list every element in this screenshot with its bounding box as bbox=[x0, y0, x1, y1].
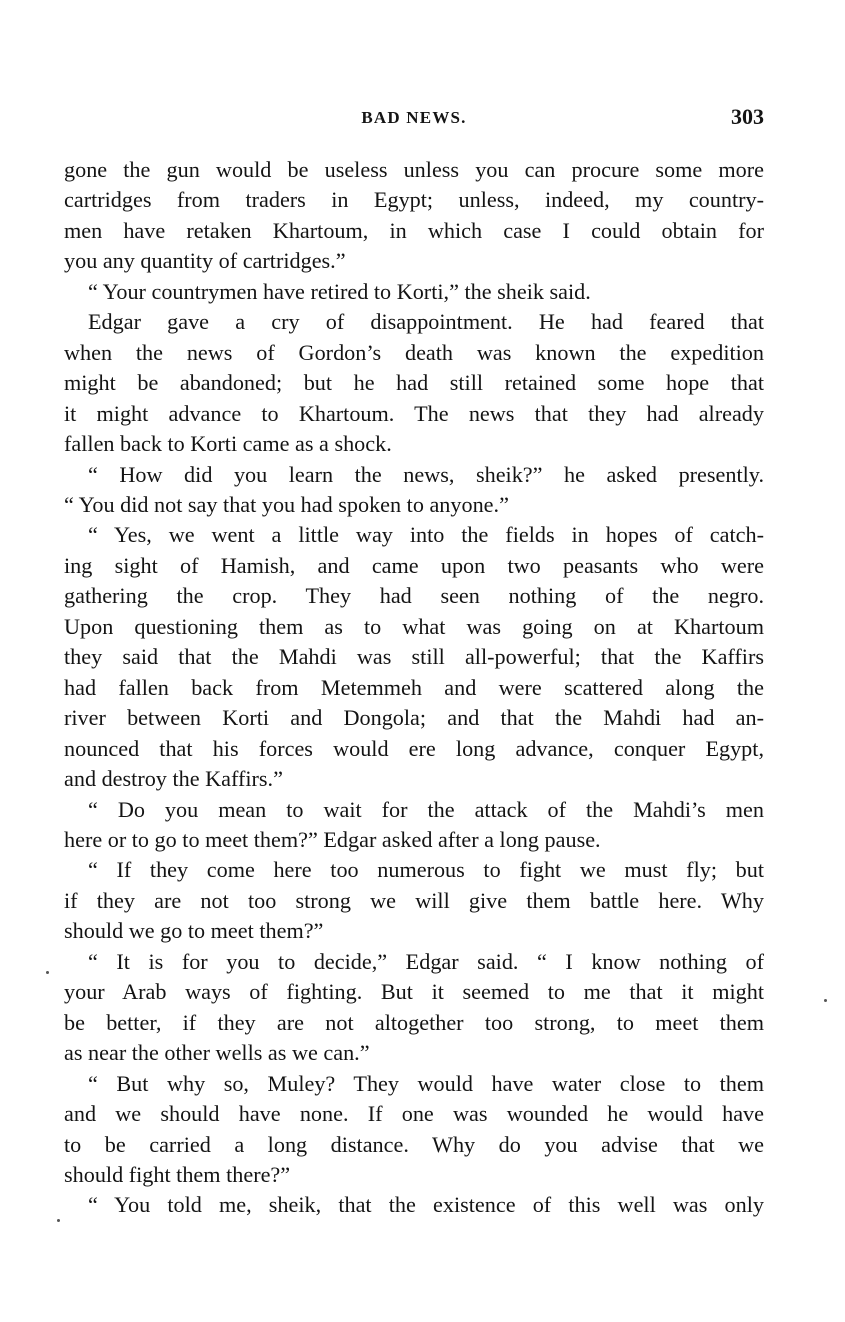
text-line: “ Your countrymen have retired to Korti,” the sheik said. bbox=[88, 278, 591, 304]
text-line: “ How did you learn the news, sheik?” he asked presently. bbox=[88, 461, 764, 487]
text-line: here or to go to meet them?” Edgar asked after a long pause. bbox=[64, 826, 601, 852]
text-line: and we should have none. If one was wounded he would have bbox=[64, 1101, 764, 1127]
text-line: fallen back to Korti came as a shock. bbox=[64, 431, 392, 457]
text-line: “ But why so, Muley? They would have water close to them bbox=[88, 1070, 764, 1096]
text-line: and destroy the Kaffirs.” bbox=[64, 766, 283, 792]
text-line: ing sight of Hamish, and came upon two peasants who were bbox=[64, 552, 764, 578]
text-line: “ You did not say that you had spoken to anyone.” bbox=[64, 491, 509, 517]
text-line: nounced that his forces would ere long advance, conquer Egypt, bbox=[64, 735, 764, 761]
text-line: your Arab ways of fighting. But it seemed to me that it might bbox=[64, 979, 764, 1005]
text-line: you any quantity of cartridges.” bbox=[64, 248, 346, 274]
running-title: BAD NEWS. bbox=[361, 108, 467, 127]
text-line: “ If they come here too numerous to fight we must fly; but bbox=[88, 857, 764, 883]
text-line: river between Korti and Dongola; and that the Mahdi had an- bbox=[64, 705, 764, 731]
print-speck bbox=[46, 971, 49, 974]
text-line: gathering the crop. They had seen nothing of the negro. bbox=[64, 583, 764, 609]
text-line: if they are not too strong we will give them battle here. Why bbox=[64, 887, 764, 913]
print-speck bbox=[824, 999, 827, 1002]
print-speck bbox=[57, 1219, 60, 1222]
text-line: gone the gun would be useless unless you can procure some more bbox=[64, 157, 764, 182]
text-line: to be carried a long distance. Why do you advise that we bbox=[64, 1131, 764, 1157]
text-line: should we go to meet them?” bbox=[64, 918, 324, 944]
text-line: “ You told me, sheik, that the existence of this well was only bbox=[88, 1192, 764, 1218]
text-line: men have retaken Khartoum, in which case I could obtain for bbox=[64, 217, 764, 243]
body-text bbox=[64, 155, 764, 1221]
text-line: cartridges from traders in Egypt; unless, indeed, my country- bbox=[64, 187, 764, 213]
text-line: Edgar gave a cry of disappointment. He had feared that bbox=[88, 309, 764, 335]
running-head bbox=[64, 104, 764, 134]
text-line: when the news of Gordon’s death was known the expedition bbox=[64, 339, 764, 365]
text-line: might be abandoned; but he had still retained some hope that bbox=[64, 370, 764, 396]
text-line: had fallen back from Metemmeh and were scattered along the bbox=[64, 674, 764, 700]
text-line: be better, if they are not altogether too strong, to meet them bbox=[64, 1009, 764, 1035]
text-line: “ It is for you to decide,” Edgar said. “ I know nothing of bbox=[88, 948, 764, 974]
text-line: they said that the Mahdi was still all-powerful; that the Kaffirs bbox=[64, 644, 764, 670]
page-number: 303 bbox=[731, 104, 764, 129]
text-line: Upon questioning them as to what was going on at Khartoum bbox=[64, 613, 764, 639]
text-line: “ Do you mean to wait for the attack of the Mahdi’s men bbox=[88, 796, 764, 822]
text-line: it might advance to Khartoum. The news that they had already bbox=[64, 400, 764, 426]
text-line: as near the other wells as we can.” bbox=[64, 1040, 370, 1066]
text-line: should fight them there?” bbox=[64, 1161, 291, 1187]
text-line: “ Yes, we went a little way into the fields in hopes of catch- bbox=[88, 522, 764, 548]
